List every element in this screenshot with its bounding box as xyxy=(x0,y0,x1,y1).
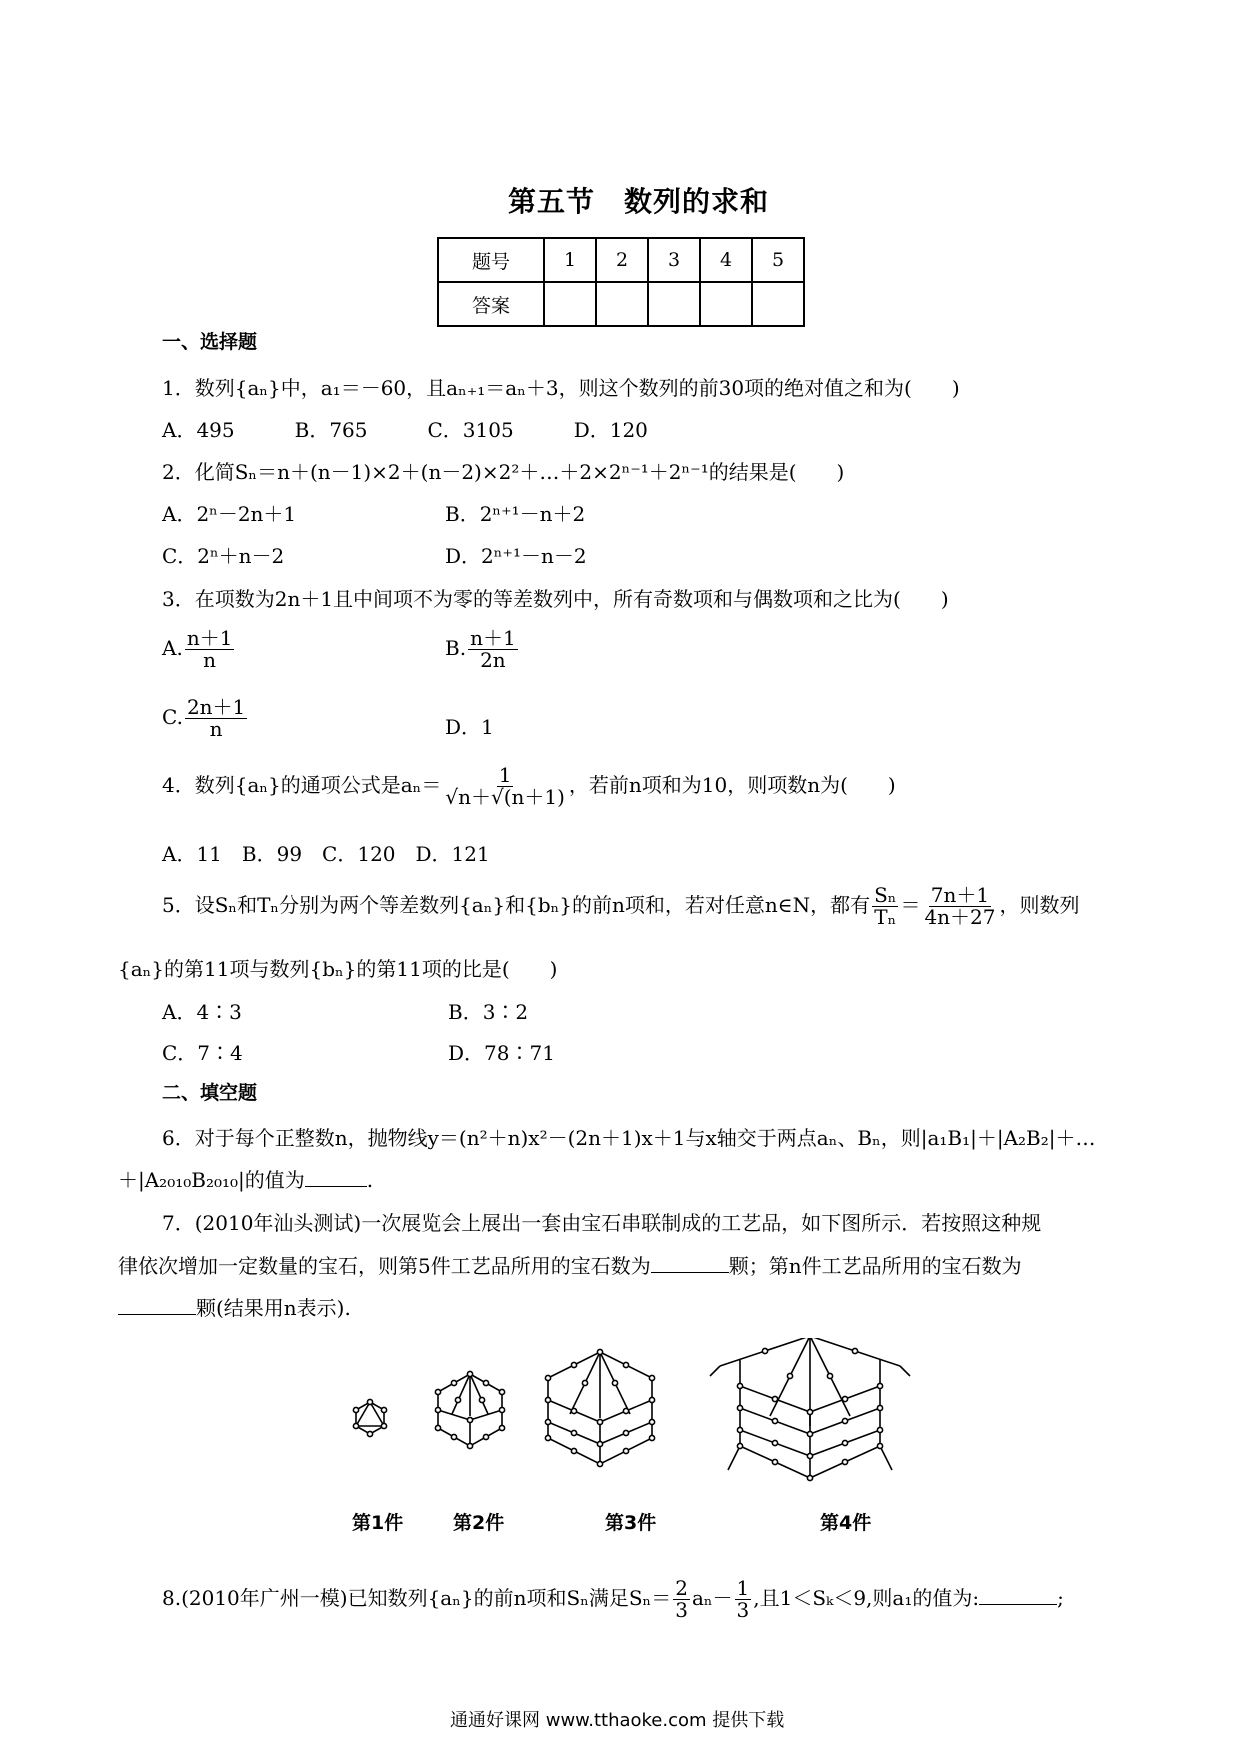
question-2-text: 2．化简Sₙ＝n＋(n－1)×2＋(n－2)×2²＋…＋2×2ⁿ⁻¹＋2ⁿ⁻¹的结果是( ) xyxy=(162,460,845,484)
answer-cell[interactable] xyxy=(752,282,804,326)
question-6-line2 xyxy=(118,1164,373,1193)
question-7-line3 xyxy=(118,1292,351,1321)
question-8-suffix: ,且1＜Sₖ＜9,则a₁的值为: xyxy=(753,1586,980,1610)
answer-blank[interactable] xyxy=(979,1586,1057,1605)
fraction-denominator: Tₙ xyxy=(874,905,897,929)
question-1-options: A．495 B．765 C．3105 D．120 xyxy=(162,418,648,442)
question-4-text xyxy=(162,765,896,808)
fraction xyxy=(443,765,567,808)
option-label: C. xyxy=(162,705,183,729)
fraction-denominator: 3 xyxy=(675,1598,688,1622)
question-3-option-b xyxy=(445,628,520,671)
fraction xyxy=(735,1578,752,1621)
question-2-option-c: C．2ⁿ＋n－2 xyxy=(162,544,285,568)
table-cell-number: 2 xyxy=(596,238,648,282)
question-2-option-d: D．2ⁿ⁺¹－n－2 xyxy=(445,544,587,568)
question-4-options: A．11 B．99 C．120 D．121 xyxy=(162,842,490,866)
table-cell-number: 5 xyxy=(752,238,804,282)
table-cell-number: 1 xyxy=(544,238,596,282)
question-7-line1: 7．(2010年汕头测试)一次展览会上展出一套由宝石串联制成的工艺品，如下图所示．若按照这种规 xyxy=(162,1211,1042,1235)
fraction-denominator: 4n＋27 xyxy=(924,905,996,929)
fraction-numerator: 1 xyxy=(498,763,512,787)
figure-caption-2: 第2件 xyxy=(453,1512,505,1534)
question-8-middle: aₙ－ xyxy=(691,1586,733,1610)
answer-cell[interactable] xyxy=(648,282,700,326)
answer-blank[interactable] xyxy=(118,1296,196,1315)
fraction xyxy=(468,628,518,671)
gem-figures xyxy=(340,1338,940,1488)
fraction-denominator: 2n xyxy=(480,648,506,672)
answer-cell[interactable] xyxy=(700,282,752,326)
question-4-prefix: 4．数列{aₙ}的通项公式是aₙ＝ xyxy=(162,773,442,797)
question-7-line2 xyxy=(118,1250,1022,1279)
equals-sign: ＝ xyxy=(900,893,921,917)
question-5-line2: {aₙ}的第11项与数列{bₙ}的第11项的比是( ) xyxy=(118,957,558,981)
fraction-denominator: 3 xyxy=(736,1598,750,1622)
question-5-option-b: B．3∶2 xyxy=(448,1000,529,1024)
fraction-denominator: n xyxy=(203,648,217,672)
fraction-numerator: 1 xyxy=(736,1576,750,1600)
table-row xyxy=(438,238,804,282)
answer-cell[interactable] xyxy=(596,282,648,326)
gem-figure-4 xyxy=(710,1338,910,1481)
figure-caption-4: 第4件 xyxy=(820,1512,872,1534)
question-5-text xyxy=(162,885,1080,928)
question-7-middle: 颗；第n件工艺品所用的宝石数为 xyxy=(728,1254,1022,1278)
section-heading-fill: 二、填空题 xyxy=(162,1082,258,1104)
answer-table xyxy=(437,237,805,327)
fraction-numerator: n＋1 xyxy=(470,626,516,650)
answer-cell[interactable] xyxy=(544,282,596,326)
fraction-numerator: 7n＋1 xyxy=(930,883,990,907)
fraction-denominator: n xyxy=(209,717,223,741)
fraction-denominator: √n＋√(n＋1) xyxy=(445,785,565,809)
gem-figure-2 xyxy=(435,1371,504,1448)
fraction-numerator: Sₙ xyxy=(874,883,897,907)
question-3-option-c xyxy=(162,697,249,740)
table-answer-label: 答案 xyxy=(438,282,544,326)
question-3-text: 3．在项数为2n＋1且中间项不为零的等差数列中，所有奇数项和与偶数项和之比为( ) xyxy=(162,587,949,611)
question-6-prefix: ＋|A₂₀₁₀B₂₀₁₀|的值为 xyxy=(118,1168,305,1192)
question-5-option-a: A．4∶3 xyxy=(162,1000,242,1024)
question-5-prefix: 5．设Sₙ和Tₙ分别为两个等差数列{aₙ}和{bₙ}的前n项和，若对任意n∈N，都有 xyxy=(162,893,871,917)
answer-blank[interactable] xyxy=(305,1168,367,1187)
question-8-text xyxy=(162,1578,1064,1621)
gem-figure-1 xyxy=(353,1399,386,1436)
question-7-suffix: 颗(结果用n表示). xyxy=(196,1296,351,1320)
fraction-numerator: 2n＋1 xyxy=(186,695,246,719)
question-7-prefix: 律依次增加一定数量的宝石，则第5件工艺品所用的宝石数为 xyxy=(118,1254,651,1278)
section-heading-choice: 一、选择题 xyxy=(162,331,258,353)
fraction xyxy=(185,697,247,740)
question-5-option-d: D．78∶71 xyxy=(448,1041,555,1065)
table-cell-number: 3 xyxy=(648,238,700,282)
question-8-prefix: 8.(2010年广州一模)已知数列{aₙ}的前n项和Sₙ满足Sₙ＝ xyxy=(162,1586,672,1610)
question-2-option-b: B．2ⁿ⁺¹－n＋2 xyxy=(445,502,586,526)
table-cell-number: 4 xyxy=(700,238,752,282)
question-3-option-a xyxy=(162,628,236,671)
question-6-line1: 6．对于每个正整数n，抛物线y＝(n²＋n)x²－(2n＋1)x＋1与x轴交于两点aₙ、Bₙ，则|a₁B₁|＋|A₂B₂|＋… xyxy=(162,1126,1096,1150)
question-4-suffix: ，若前n项和为10，则项数n为( ) xyxy=(568,773,896,797)
question-8-end: ; xyxy=(1057,1586,1064,1610)
table-row xyxy=(438,282,804,326)
figure-caption-1: 第1件 xyxy=(352,1512,404,1534)
question-5-option-c: C．7∶4 xyxy=(162,1041,243,1065)
fraction xyxy=(673,1578,690,1621)
question-5-suffix: ，则数列 xyxy=(999,893,1080,917)
fraction-numerator: 2 xyxy=(675,1576,688,1600)
question-3-option-d: D．1 xyxy=(445,715,494,739)
table-header-label: 题号 xyxy=(438,238,544,282)
page-footer: 通通好课网 www.tthaoke.com 提供下载 xyxy=(450,1710,785,1731)
question-2-option-a: A．2ⁿ－2n＋1 xyxy=(162,502,297,526)
gem-figure-3 xyxy=(545,1349,654,1466)
option-label: B. xyxy=(445,636,467,660)
option-label: A. xyxy=(162,636,183,660)
fraction xyxy=(872,885,898,928)
question-6-suffix: . xyxy=(366,1168,374,1192)
figure-caption-3: 第3件 xyxy=(605,1512,657,1534)
question-1-text: 1．数列{aₙ}中，a₁＝－60，且aₙ₊₁＝aₙ＋3，则这个数列的前30项的绝对值之和为( ) xyxy=(162,376,960,400)
answer-blank[interactable] xyxy=(651,1254,729,1273)
fraction xyxy=(922,885,997,928)
page-title: 第五节 数列的求和 xyxy=(508,185,770,218)
fraction-numerator: n＋1 xyxy=(186,626,233,650)
fraction xyxy=(185,628,235,671)
